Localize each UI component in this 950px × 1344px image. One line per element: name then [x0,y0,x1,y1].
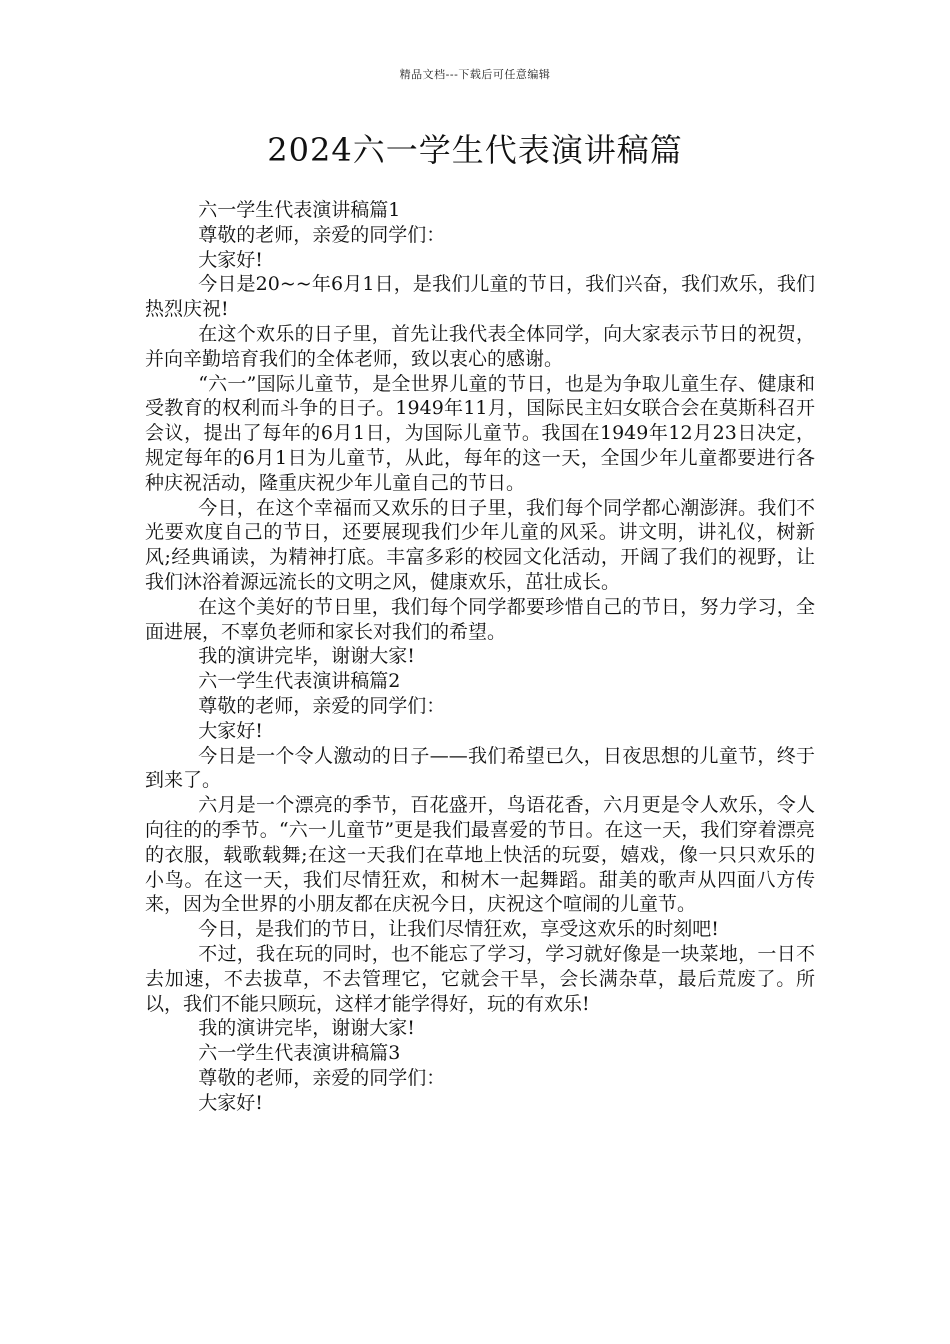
paragraph: 六一学生代表演讲稿篇1 [198,199,401,221]
paragraph: 大家好! [198,1091,263,1114]
paragraph: 不过，我在玩的同时，也不能忘了学习，学习就好像是一块菜地，一日不去加速，不去拔草，不去管理它，它就会干旱，会长满杂草，最后荒废了。所以，我们不能只顾玩，这样才能学得好，玩的有欢乐! [145,942,815,1015]
document-title: 2024六一学生代表演讲稿篇 [267,131,683,169]
paragraph: 在这个欢乐的日子里，首先让我代表全体同学，向大家表示节日的祝贺，并向辛勤培育我们的全体老师，致以衷心的感谢。 [145,322,815,370]
page-header-note: 精品文档---下载后可任意编辑 [399,68,551,81]
paragraph: 尊敬的老师，亲爱的同学们： [198,694,446,717]
paragraph: 尊敬的老师，亲爱的同学们： [198,1066,446,1089]
paragraph: 在这个美好的节日里，我们每个同学都要珍惜自己的节日，努力学习，全面进展，不辜负老师和家长对我们的希望。 [145,595,815,643]
paragraph: 六一学生代表演讲稿篇2 [198,670,401,693]
paragraph: 我的演讲完毕，谢谢大家! [198,1017,415,1040]
paragraph: 大家好! [198,719,263,742]
paragraph: 我的演讲完毕，谢谢大家! [198,645,415,668]
paragraph: 尊敬的老师，亲爱的同学们： [198,223,446,246]
paragraph: “六一”国际儿童节，是全世界儿童的节日，也是为争取儿童生存、健康和受教育的权利而斗争的日子。1949年11月，国际民主妇女联合会在莫斯科召开会议，提出了每年的6月1日，为国际儿童节。我国在1949年12月23日决定，规定每年的6月1日为儿童节，从此，每年的这一天，全国少年儿童都要进行各种庆祝活动，隆重庆祝少年儿童自己的节日。 [145,372,815,494]
paragraph: 今日是一个令人激动的日子——我们希望已久，日夜思想的儿童节，终于到来了。 [145,744,815,792]
paragraph: 今日是20~~年6月1日，是我们儿童的节日，我们兴奋，我们欢乐，我们热烈庆祝! [145,273,815,321]
paragraph: 大家好! [198,248,263,271]
paragraph: 今日，是我们的节日，让我们尽情狂欢，享受这欢乐的时刻吧! [198,918,719,941]
paragraph: 今日，在这个幸福而又欢乐的日子里，我们每个同学都心潮澎湃。我们不光要欢度自己的节日，还要展现我们少年儿童的风采。讲文明，讲礼仪，树新风;经典诵读，为精神打底。丰富多彩的校园文化活动，开阔了我们的视野，让我们沐浴着源远流长的文明之风，健康欢乐，茁壮成长。 [145,496,815,593]
paragraph: 六月是一个漂亮的季节，百花盛开，鸟语花香，六月更是令人欢乐，令人向往的的季节。“六一儿童节”更是我们最喜爱的节日。在这一天，我们穿着漂亮的衣服，载歌载舞;在这一天我们在草地上快活的玩耍，嬉戏，像一只只欢乐的小鸟。在这一天，我们尽情狂欢，和树木一起舞蹈。甜美的歌声从四面八方传来，因为全世界的小朋友都在庆祝今日，庆祝这个喧闹的儿童节。 [145,794,815,916]
paragraph: 六一学生代表演讲稿篇3 [198,1042,401,1065]
document-body [145,198,815,1115]
